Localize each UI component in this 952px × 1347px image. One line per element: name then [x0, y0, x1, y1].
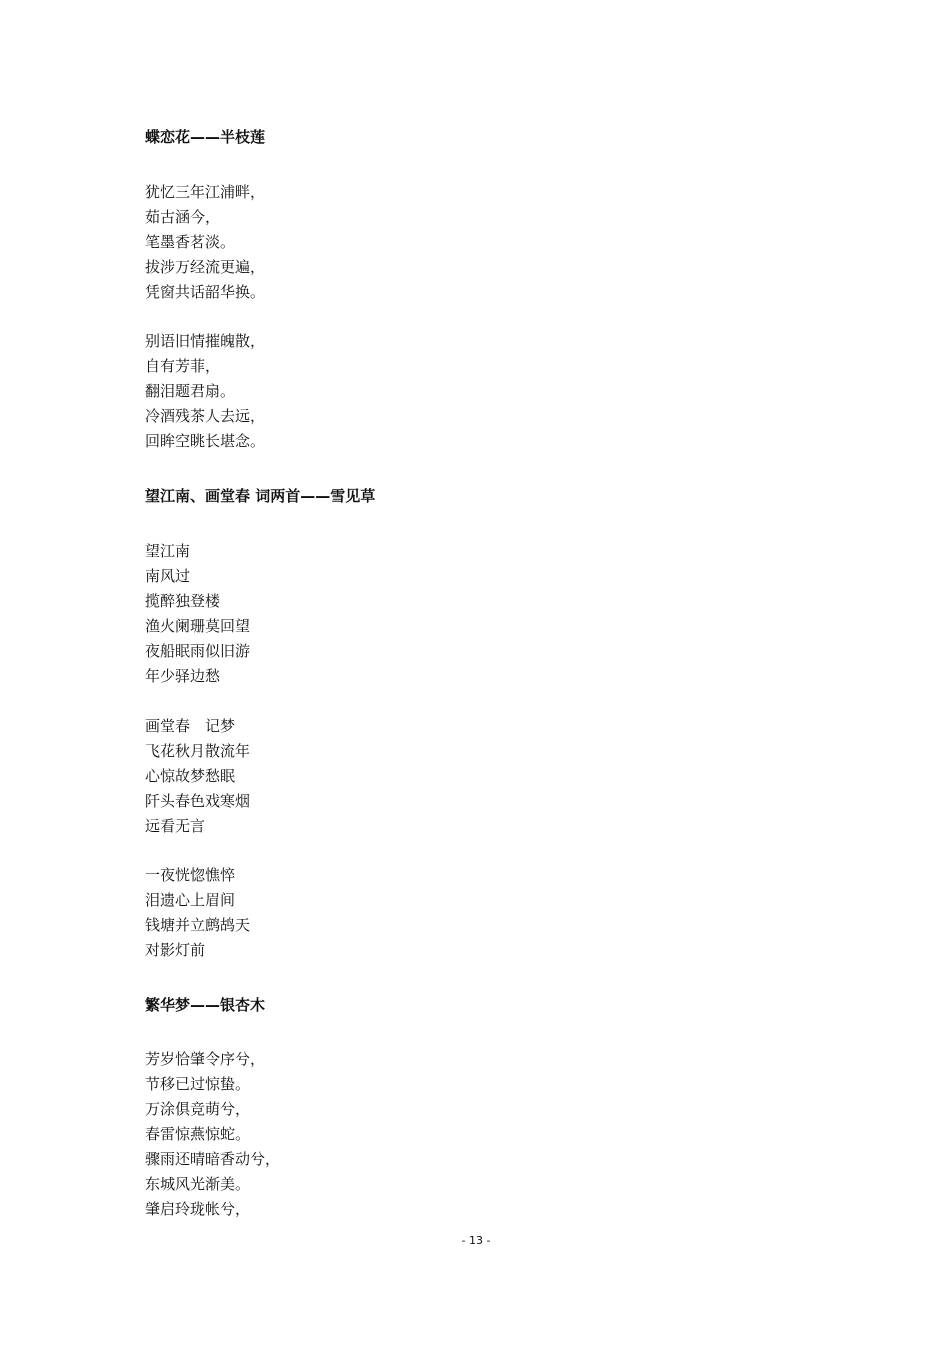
stanza [145, 329, 265, 454]
page-number: - 13 - [461, 1234, 491, 1247]
poem-line: 泪遗心上眉间 [145, 891, 236, 909]
poem-line: 望江南 [145, 542, 191, 560]
poem-line: 冷酒残茶人去远， [145, 407, 266, 425]
poem-line: 阡头春色戏寒烟 [145, 792, 251, 810]
poem-line: 凭窗共话韶华换。 [145, 283, 266, 301]
poem-line: 春雷惊燕惊蛇。 [145, 1125, 251, 1143]
poem-line: 犹忆三年江浦畔， [145, 183, 266, 201]
poem-line: 翻泪题君扇。 [145, 382, 236, 400]
poem-line: 别语旧情摧魄散， [145, 332, 266, 350]
section-title: 蝶恋花——半枝莲 [145, 128, 266, 146]
poem-line: 一夜恍惚憔悴 [145, 866, 236, 884]
poem-line: 钱塘并立鹧鸪天 [145, 916, 251, 934]
poem-line: 远看无言 [145, 817, 206, 835]
poem-line: 茹古涵今， [145, 208, 221, 226]
poem-line: 南风过 [145, 567, 191, 585]
poem-line: 骤雨还晴暗香动兮， [145, 1150, 281, 1168]
poem-line: 芳岁恰肇令序兮， [145, 1050, 266, 1068]
poem-line: 年少驿边愁 [145, 667, 221, 685]
poem-line: 回眸空眺长堪念。 [145, 432, 266, 450]
poem-line: 节移已过惊蛰。 [145, 1075, 251, 1093]
poem-line: 渔火阑珊莫回望 [145, 617, 251, 635]
stanza [145, 863, 250, 963]
poem-line: 自有芳菲， [145, 357, 221, 375]
poem-line: 飞花秋月散流年 [145, 742, 251, 760]
poem-line: 夜船眠雨似旧游 [145, 642, 251, 660]
poem-line: 揽醉独登楼 [145, 592, 221, 610]
stanza [145, 714, 250, 839]
stanza [145, 180, 265, 305]
poem-line: 东城风光渐美。 [145, 1175, 251, 1193]
poem-line: 万涂俱竞萌兮， [145, 1100, 251, 1118]
poem-line: 拔涉万经流更遍， [145, 258, 266, 276]
stanza [145, 1047, 280, 1222]
poem-line: 心惊故梦愁眠 [145, 767, 236, 785]
stanza [145, 539, 250, 689]
section-title: 繁华梦——银杏木 [145, 996, 266, 1014]
section-title: 望江南、画堂春 词两首——雪见草 [145, 487, 376, 505]
poem-line: 肇启玲珑帐兮， [145, 1200, 251, 1218]
poem-line: 笔墨香茗淡。 [145, 233, 236, 251]
poem-line: 画堂春 记梦 [145, 717, 236, 735]
poem-line: 对影灯前 [145, 941, 206, 959]
